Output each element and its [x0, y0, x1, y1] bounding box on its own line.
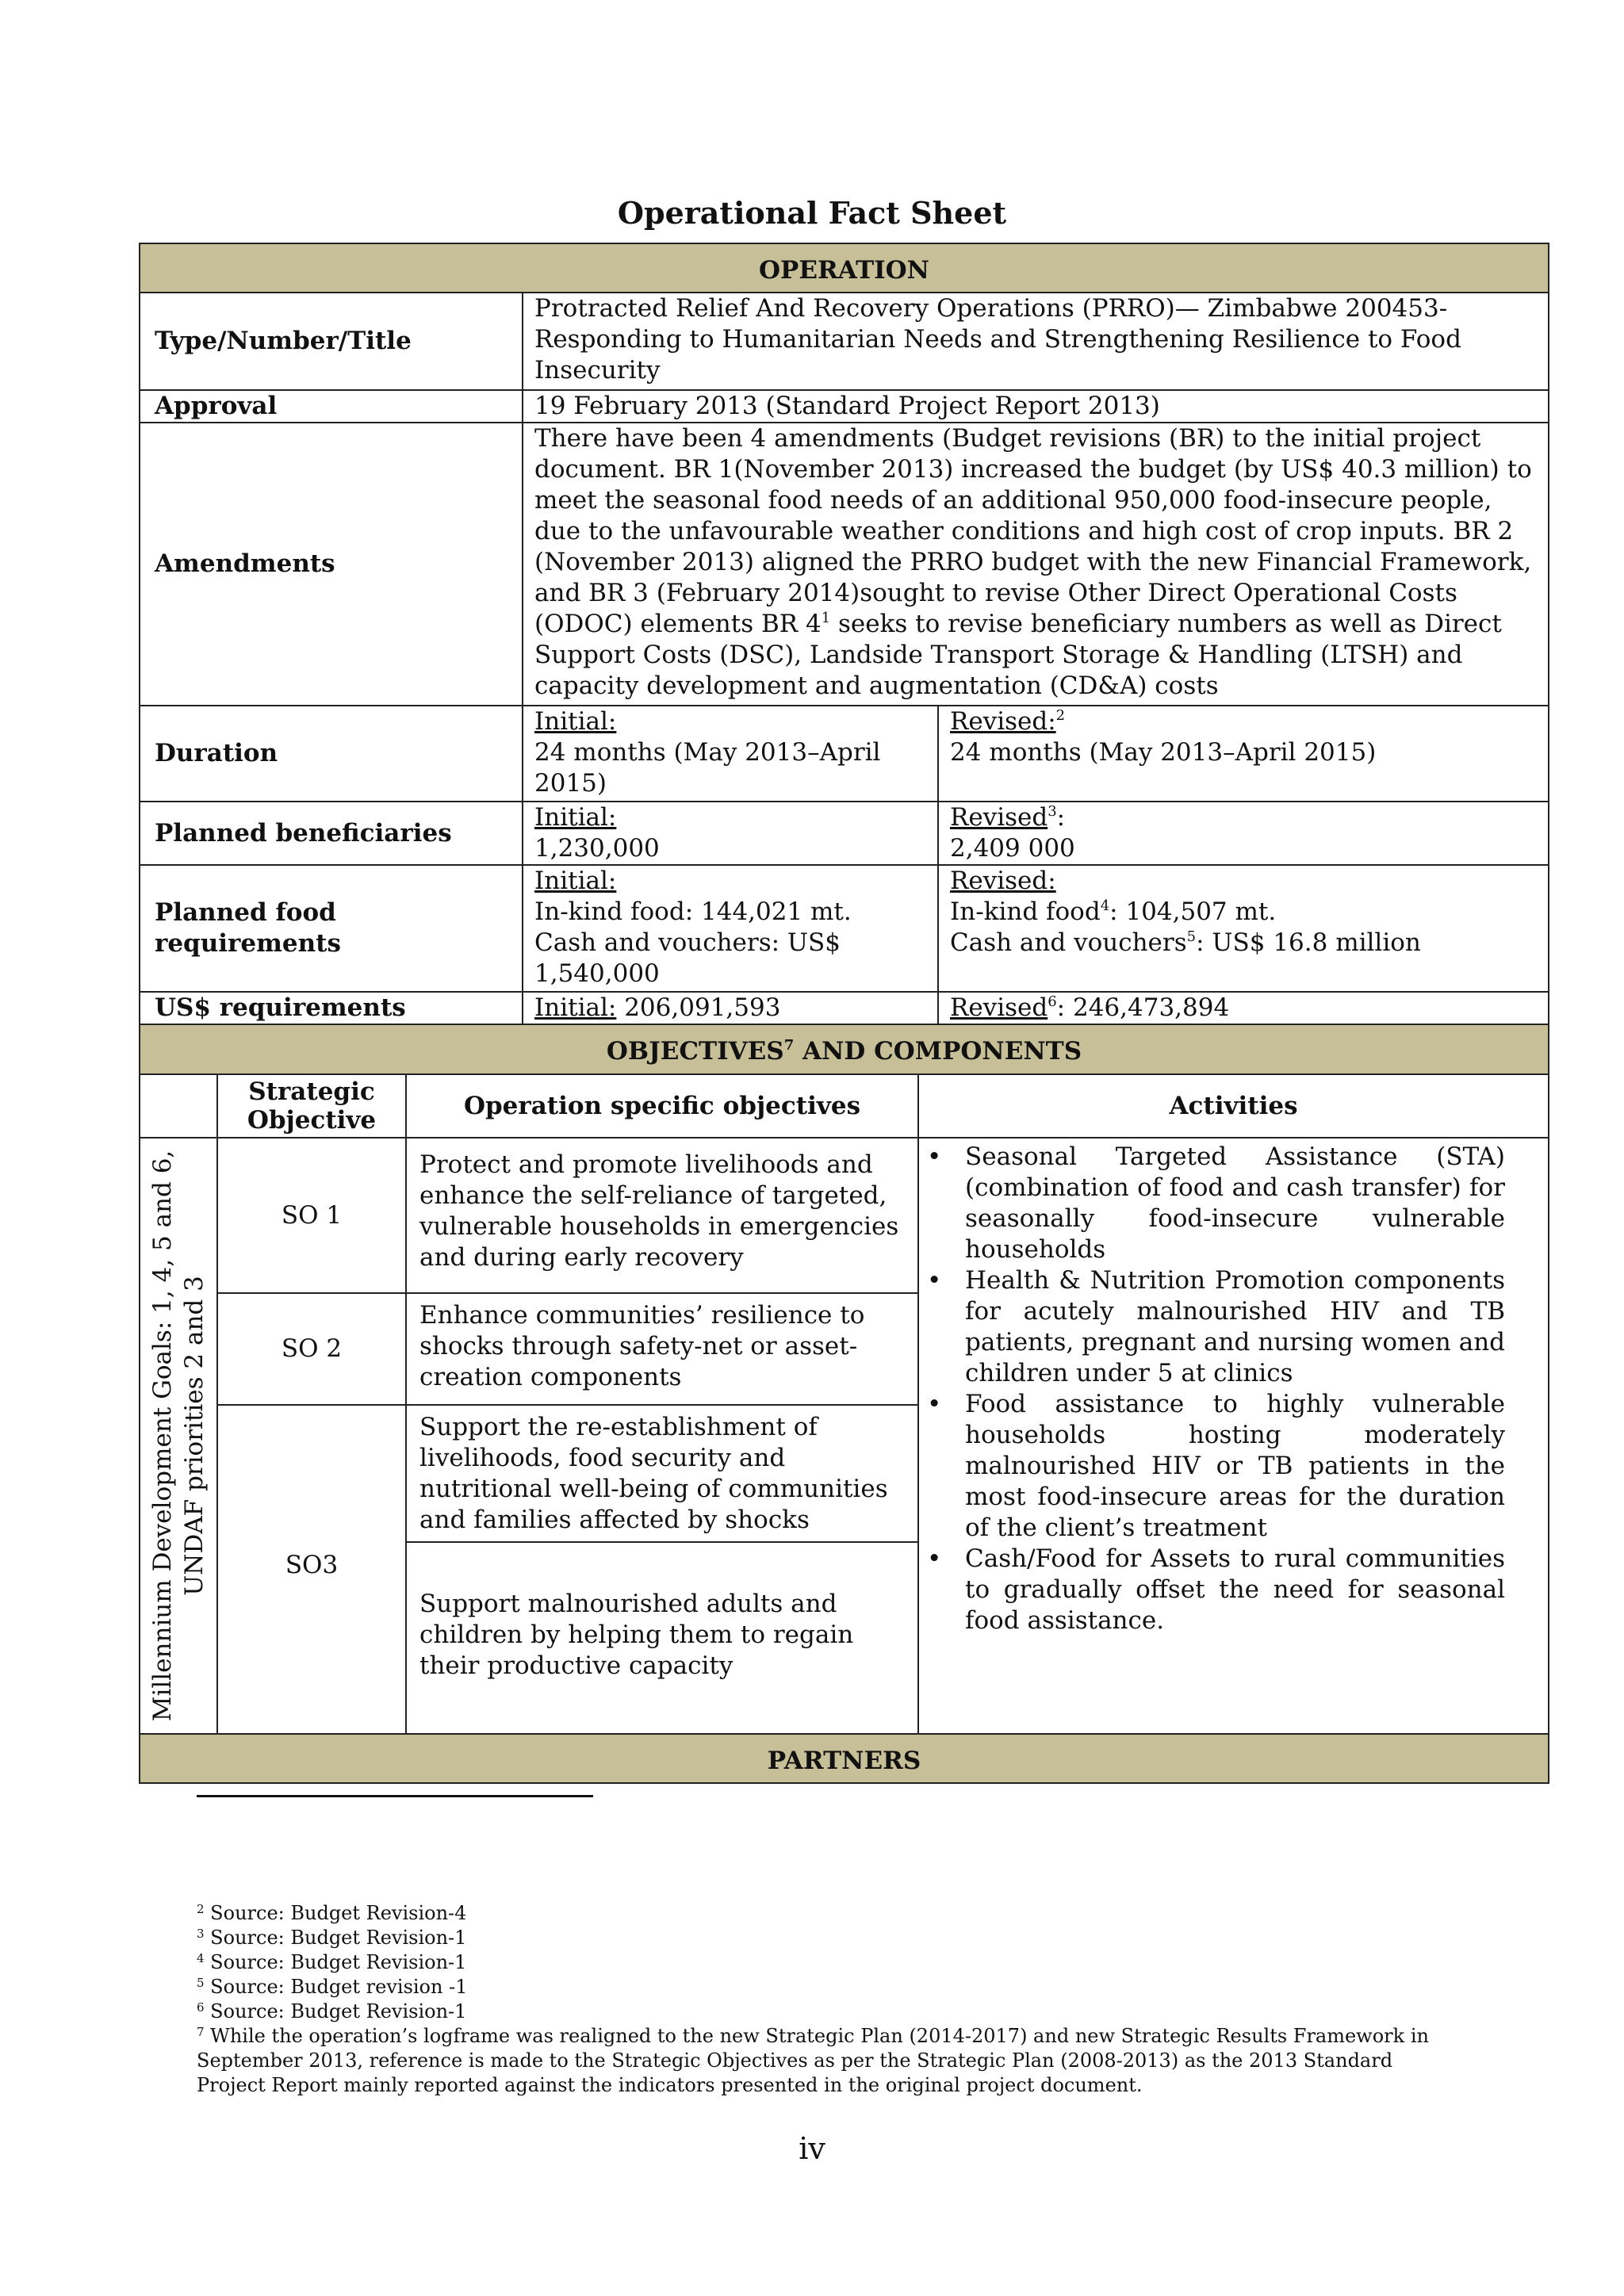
approval-value: 19 February 2013 (Standard Project Report 2013) [523, 390, 1549, 423]
footnote: $^2$ Source: Budget Revision-4 [197, 1902, 467, 1924]
type-label: Type/Number/Title [140, 293, 523, 390]
activity-item: • Cash/Food for Assets to rural communities to gradually offset the need for seasonal food assistance. [965, 1544, 1505, 1636]
side-header-blank [140, 1074, 217, 1138]
beneficiaries-initial: Initial: 1,230,000 [523, 802, 938, 865]
page-number: iv [799, 2131, 825, 2166]
beneficiaries-label: Planned beneficiaries [140, 802, 523, 865]
duration-label: Duration [140, 706, 523, 802]
objectives-table [139, 1024, 1549, 1784]
mdg-side-label: Millennium Development Goals: 1, 4, 5 and 6, UNDAF priorities 2 and 3 [140, 1138, 217, 1734]
activities-column [918, 1138, 1549, 1734]
usd-label: US$ requirements [140, 992, 523, 1024]
objective-2: Enhance communities’ resilience to shocks through safety-net or asset-creation components [407, 1294, 917, 1406]
approval-label: Approval [140, 390, 523, 423]
type-value: Protracted Relief And Recovery Operations (PRRO)— Zimbabwe 200453- Responding to Humanitarian Needs and Strengthening Resilience to Food Insecurity [523, 293, 1549, 390]
food-initial: Initial: In-kind food: 144,021 mt. Cash and vouchers: US$ 1,540,000 [523, 865, 938, 992]
footnote: $^3$ Source: Budget Revision-1 [197, 1927, 467, 1949]
footnote: $^4$ Source: Budget Revision-1 [197, 1951, 467, 1973]
activity-item: • Seasonal Targeted Assistance (STA) (combination of food and cash transfer) for seasonally food-insecure vulnerable households [965, 1142, 1505, 1265]
operation-header: OPERATION [140, 243, 1549, 293]
so2-label: SO 2 [218, 1294, 405, 1406]
usd-revised: Revised$^6$: 246,473,894 [938, 992, 1549, 1024]
strategic-objective-header: Strategic Objective [217, 1074, 406, 1138]
activity-item: • Food assistance to highly vulnerable households hosting moderately malnourished HIV or TB patients in the most food-insecure areas for the duration of the client’s treatment [965, 1389, 1505, 1544]
food-revised: Revised: In-kind food$^4$: 104,507 mt. Cash and vouchers$^5$: US$ 16.8 million [938, 865, 1549, 992]
objective-1: Protect and promote livelihoods and enhance the self-reliance of targeted, vulnerable households in emergencies and during early recovery [407, 1138, 917, 1294]
activity-item: • Health & Nutrition Promotion components for acutely malnourished HIV and TB patients, pregnant and nursing women and children under 5 at clinics [965, 1265, 1505, 1389]
beneficiaries-revised: Revised$^3$: 2,409 000 [938, 802, 1549, 865]
food-label: Planned food requirements [140, 865, 523, 992]
page-title: Operational Fact Sheet [617, 195, 1007, 231]
footnote: $^6$ Source: Budget Revision-1 [197, 2000, 467, 2022]
footnote-separator [197, 1795, 593, 1797]
objective-3: Support the re-establishment of livelihoods, food security and nutritional well-being of communities and families affected by shocks [407, 1406, 917, 1543]
specific-objectives-column [406, 1138, 918, 1734]
operation-table [139, 243, 1549, 1025]
amendments-value: There have been 4 amendments (Budget revisions (BR) to the initial project document. BR 1(November 2013) increased the budget (by US$ 40.3 million) to meet the seasonal food needs of an additional 950,000 food-insecure people, due to the unfavourable weather conditions and high cost of crop inputs. BR 2 (November 2013) aligned the PRRO budget with the new Financial Framework, and BR 3 (February 2014)sought to revise Other Direct Operational Costs (ODOC) elements BR $4^1$ seeks to revise beneficiary numbers as well as Direct Support Costs (DSC), Landside Transport Storage & Handling (LTSH) and capacity development and augmentation (CD&A) costs [523, 423, 1549, 706]
strategic-objectives-column [217, 1138, 406, 1734]
usd-initial: Initial: 206,091,593 [523, 992, 938, 1024]
specific-objectives-header: Operation specific objectives [406, 1074, 918, 1138]
footnotes [197, 1901, 1434, 2098]
activities-header: Activities [918, 1074, 1549, 1138]
so3-label: SO3 [285, 1551, 339, 1579]
amendments-label: Amendments [140, 423, 523, 706]
objectives-header: OBJECTIVES$^7$ AND COMPONENTS [140, 1024, 1549, 1074]
objective-4: Support malnourished adults and children by helping them to regain their productive capacity [419, 1590, 854, 1680]
partners-header: PARTNERS [140, 1734, 1549, 1783]
duration-revised: Revised:$^2$ 24 months (May 2013–April 2015) [938, 706, 1549, 802]
footnote: $^5$ Source: Budget revision -1 [197, 1976, 468, 1998]
footnote: $^7$ While the operation’s logframe was realigned to the new Strategic Plan (2014-2017) and new Strategic Results Framework in September 2013, reference is made to the Strategic Objectives as per the Strategic Plan (2008-2013) as the 2013 Standard Project Report mainly reported against the indicators presented in the original project document. [197, 2025, 1429, 2096]
so1-label: SO 1 [218, 1138, 405, 1294]
duration-initial: Initial: 24 months (May 2013–April 2015) [523, 706, 938, 802]
